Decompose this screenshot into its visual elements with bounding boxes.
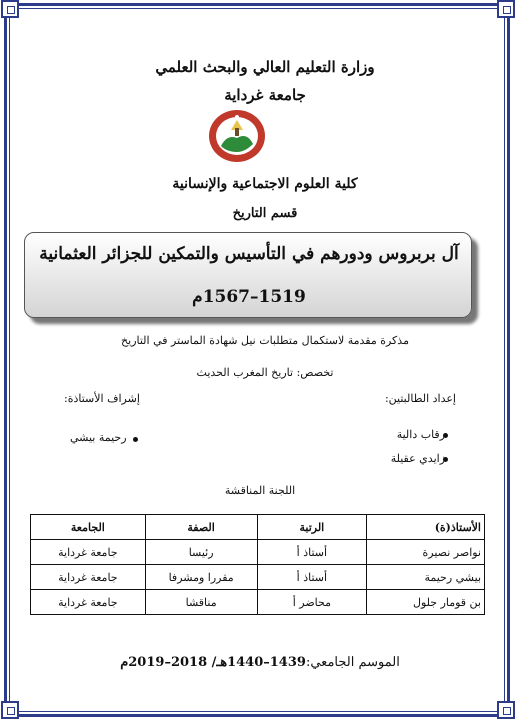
column-header: الصفة xyxy=(145,515,257,540)
corner-ornament xyxy=(497,701,515,719)
supervisor-label: إشراف الأستاذة: xyxy=(64,392,140,405)
thesis-title: آل بربروس ودورهم في التأسيس والتمكين للجزائر العثمانية xyxy=(39,244,459,264)
student-name: زايدي عقيلة xyxy=(390,452,445,465)
students-label: إعداد الطالبتين: xyxy=(384,392,456,405)
ministry-heading: وزارة التعليم العالي والبحث العلمي xyxy=(155,58,375,76)
column-header: الجامعة xyxy=(31,515,146,540)
corner-ornament xyxy=(1,0,19,18)
table-cell: محاضر أ xyxy=(257,590,367,615)
column-header: الأستاذ(ة) xyxy=(367,515,485,540)
table-header-row xyxy=(31,515,485,540)
university-heading: جامعة غرداية xyxy=(224,86,306,104)
table-cell: نواصر نصيرة xyxy=(367,540,485,565)
table-row xyxy=(31,540,485,565)
table-cell: جامعة غرداية xyxy=(31,590,146,615)
corner-ornament xyxy=(1,701,19,719)
table-cell: رئيسا xyxy=(145,540,257,565)
academic-season xyxy=(100,655,420,670)
specialty: تخصص: تاريخ المغرب الحديث xyxy=(196,366,334,379)
table-cell: بيشي رحيمة xyxy=(367,565,485,590)
memo-statement: مذكرة مقدمة لاستكمال متطلبات نيل شهادة الماستر في التاريخ xyxy=(121,334,409,347)
student-name: رقاب دالية xyxy=(396,428,445,441)
column-header: الرتبة xyxy=(257,515,367,540)
table-cell: بن قومار جلول xyxy=(367,590,485,615)
committee-table xyxy=(30,514,485,615)
table-cell: أستاذ أ xyxy=(257,565,367,590)
table-cell: مقررا ومشرفا xyxy=(145,565,257,590)
season-value: 1439–1440هـ/ 2018–2019م xyxy=(120,655,306,670)
supervisor-name: رحيمة بيشي xyxy=(70,431,127,444)
table-row xyxy=(31,590,485,615)
table-cell: أستاذ أ xyxy=(257,540,367,565)
faculty-heading: كلية العلوم الاجتماعية والإنسانية xyxy=(172,176,358,192)
department-heading: قسم التاريخ xyxy=(232,206,298,221)
table-cell: جامعة غرداية xyxy=(31,565,146,590)
university-seal-icon xyxy=(207,108,267,164)
table-cell: جامعة غرداية xyxy=(31,540,146,565)
table-row xyxy=(31,565,485,590)
corner-ornament xyxy=(497,0,515,18)
thesis-years: 1519–1567م xyxy=(192,287,306,307)
committee-title: اللجنة المناقشة xyxy=(224,484,296,497)
table-cell: مناقشا xyxy=(145,590,257,615)
season-label: الموسم الجامعي: xyxy=(305,655,400,670)
